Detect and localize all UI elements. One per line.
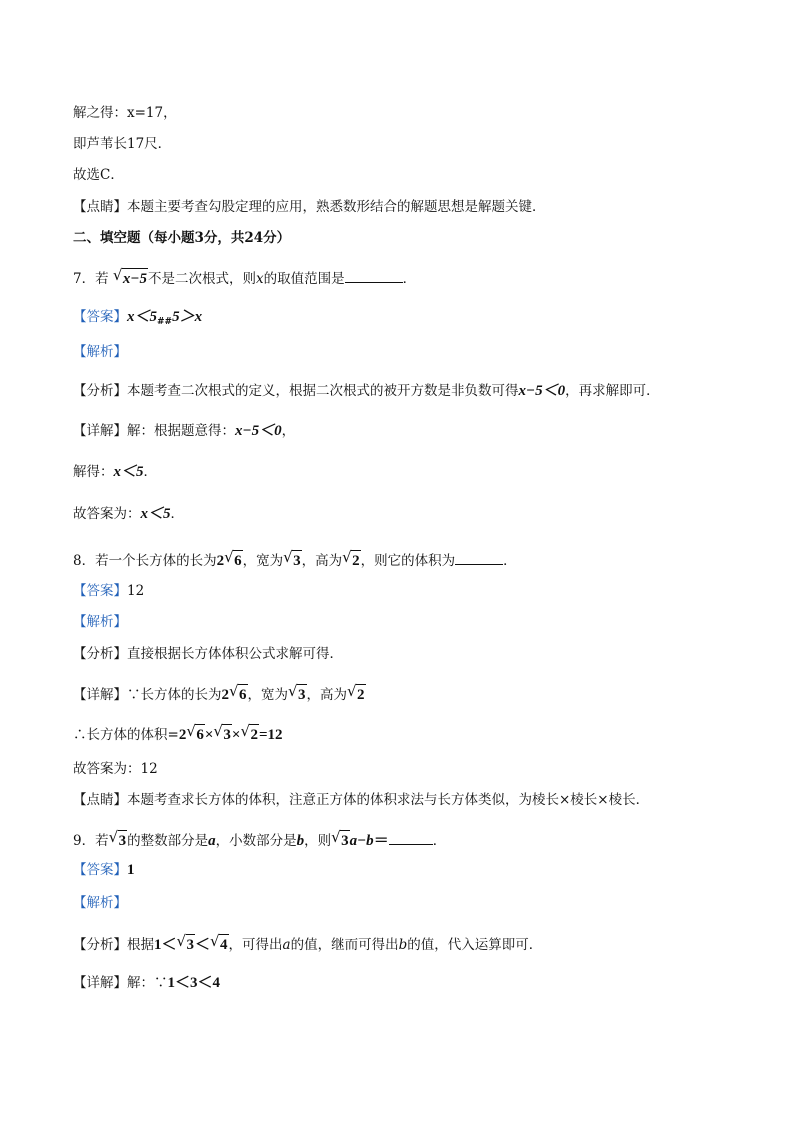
q8-guda-line: 故答案为：12 (73, 761, 158, 777)
question-7 (73, 268, 416, 289)
sqrt-expression: √ x−5 (112, 266, 147, 287)
answer-value: 12 (127, 583, 145, 599)
q8-t1: 若一个长方体的长为 (95, 553, 217, 569)
fenxi-text: ，可得出 (228, 937, 283, 953)
guda-end: ． (170, 506, 185, 522)
jiede-end: ． (143, 464, 158, 480)
xiangjie-text: 解：根据题意得： (127, 423, 235, 439)
fenxi-tag: 【分析】 (73, 646, 127, 662)
xiangjie-end: ， (281, 423, 296, 439)
fenxi-text: 的值，继而可得出 (290, 937, 399, 953)
answer-math: x＜5 (127, 309, 158, 325)
answer-blank (389, 843, 433, 845)
jiexi-tag: 【解析】 (73, 895, 127, 911)
q7-number: 7． (73, 271, 96, 287)
q7-answer-line (73, 307, 202, 332)
radicand: 3 (222, 724, 232, 745)
jiede-text: 解得： (73, 464, 114, 480)
answer-tag: 【答案】 (73, 862, 127, 878)
times-sign: × (231, 727, 241, 743)
q9-t1: 若 (95, 833, 109, 849)
q7-pre: 若 (95, 271, 109, 287)
sqrt-expression: √ 3 (283, 548, 301, 569)
radicand: 2 (249, 724, 259, 745)
variable-x: x (255, 271, 264, 287)
jiexi-tag: 【解析】 (73, 344, 127, 360)
dianjing-tag: 【点睛】 (73, 199, 127, 215)
fenxi-end: ，再求解即可． (565, 383, 660, 399)
answer-blank (345, 281, 403, 283)
coefficient: 2 (221, 687, 229, 703)
fenxi-tag: 【分析】 (73, 383, 127, 399)
q9-number: 9． (73, 833, 96, 849)
radicand: 3 (292, 550, 302, 571)
section-heading: 二、填空题（每小题3分，共24分） (73, 230, 291, 246)
variable-b: b (296, 833, 305, 849)
question-8 (73, 550, 517, 571)
times-sign: × (204, 727, 214, 743)
sqrt-expression: √ 4 (210, 932, 228, 953)
q7-jiede-line (73, 462, 157, 482)
dianjing-line (73, 197, 546, 217)
answer-blank (455, 563, 503, 565)
answer-tag: 【答案】 (73, 309, 127, 325)
guda-math: x＜5 (140, 506, 171, 522)
question-9 (73, 830, 446, 851)
q8-answer-line (73, 581, 144, 601)
radicand: 3 (297, 684, 307, 705)
dianjing-tag: 【点睛】 (73, 792, 127, 808)
sqrt-expression: √ 3 (176, 932, 195, 953)
q9-xiangjie-line (73, 973, 220, 993)
answer-separator: ## (157, 317, 173, 327)
q9-t3: ，小数部分是 (215, 833, 297, 849)
q7-guda-line (73, 504, 184, 524)
coefficient: 2 (216, 553, 225, 569)
fenxi-math: x−5＜0 (518, 383, 566, 399)
volume-text: ∴长方体的体积= (73, 727, 179, 743)
variable-a: a (208, 833, 216, 849)
answer-tag: 【答案】 (73, 583, 127, 599)
jiede-math: x＜5 (113, 464, 144, 480)
q7-post1: 不是二次根式，则 (147, 271, 256, 287)
q7-xiangjie-line (73, 421, 295, 441)
variable-a: a (282, 937, 291, 953)
coefficient: 2 (178, 727, 187, 743)
inequality: ＜ (195, 937, 211, 953)
sqrt-expression: √ 6 (186, 722, 204, 743)
sqrt-expression: √ 2 (347, 682, 365, 703)
sqrt-expression: √ 6 (224, 548, 242, 569)
text-line: 解之得：x=17， (73, 105, 177, 121)
equals-sign: ＝ (373, 833, 389, 849)
q8-xiangjie-line (73, 684, 366, 705)
xiangjie-text: ∵长方体的长为 (127, 687, 222, 703)
xiangjie-tag: 【详解】 (73, 687, 127, 703)
sqrt-expression: √ 3 (108, 828, 127, 849)
q9-fenxi-line (73, 934, 542, 955)
xiangjie-tag: 【详解】 (73, 975, 127, 991)
text-line: 故选C． (73, 167, 124, 183)
q8-dianjing-line (73, 790, 649, 810)
q7-post2: 的取值范围是 (263, 271, 345, 287)
sqrt-expression: √ 2 (342, 548, 360, 569)
inequality: 1＜ (154, 937, 177, 953)
dianjing-text: 本题主要考查勾股定理的应用，熟悉数形结合的解题思想是解题关键． (127, 199, 546, 215)
fenxi-text: 直接根据长方体体积公式求解可得． (127, 646, 343, 662)
q9-answer-line (73, 860, 135, 880)
answer-math: 5＞x (172, 309, 203, 325)
radicand: 3 (186, 934, 196, 955)
radicand: 2 (356, 684, 366, 705)
fenxi-text: 根据 (127, 937, 154, 953)
radicand: 4 (219, 934, 229, 955)
fenxi-tag: 【分析】 (73, 937, 127, 953)
q7-fenxi-line (73, 381, 660, 401)
q8-end: ． (503, 553, 517, 569)
xiangjie-math: x−5＜0 (235, 423, 282, 439)
radicand: 3 (340, 830, 350, 851)
variable-b: b (398, 937, 408, 953)
equals-result: =12 (258, 727, 283, 743)
q8-fenxi-line (73, 644, 343, 664)
q9-t2: 的整数部分是 (127, 833, 209, 849)
xiangjie-tag: 【详解】 (73, 423, 127, 439)
q9-end: ． (432, 833, 447, 849)
xiangjie-text: ，高为 (306, 687, 347, 703)
q8-number: 8． (73, 553, 96, 569)
radicand: 3 (118, 830, 128, 851)
sqrt-expression: √ 3 (288, 682, 306, 703)
q8-t2: ，宽为 (242, 553, 284, 569)
q9-t4: ，则 (304, 833, 332, 849)
guda-text: 故答案为： (73, 506, 141, 522)
sqrt-expression: √ 2 (240, 722, 258, 743)
radicand: x−5 (122, 268, 148, 289)
text-line: 即芦苇长17尺． (73, 136, 172, 152)
xiangjie-math: 1＜3＜4 (167, 975, 221, 991)
q7-end: ． (402, 271, 417, 287)
radicand: 2 (351, 550, 361, 571)
q8-t4: ，则它的体积为 (360, 553, 456, 569)
sqrt-expression: √ 3 (213, 722, 231, 743)
xiangjie-text: 解：∵ (127, 975, 168, 991)
sqrt-expression: √ 6 (229, 682, 247, 703)
q8-volume-line (73, 724, 283, 745)
dianjing-text: 本题考查求长方体的体积，注意正方体的体积求法与长方体类似，为棱长×棱长×棱长． (127, 792, 650, 808)
radicand: 6 (195, 724, 205, 745)
expression: a−b (349, 833, 374, 849)
jiexi-tag: 【解析】 (73, 614, 127, 630)
fenxi-text: 的值，代入运算即可． (407, 937, 543, 953)
fenxi-text: 本题考查二次根式的定义，根据二次根式的被开方数是非负数可得 (127, 383, 519, 399)
radicand: 6 (238, 684, 248, 705)
sqrt-expression: √ 3 (331, 828, 349, 849)
radicand: 6 (233, 550, 243, 571)
answer-value: 1 (127, 862, 135, 878)
q8-t3: ，高为 (301, 553, 343, 569)
xiangjie-text: ，宽为 (247, 687, 288, 703)
